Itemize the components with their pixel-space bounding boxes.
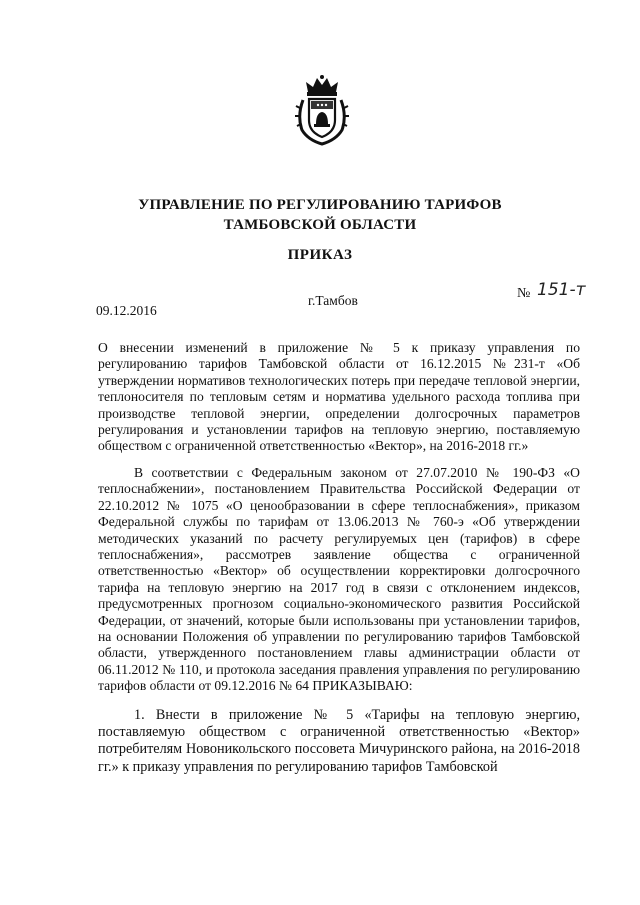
tambov-coat-of-arms-icon — [294, 72, 350, 146]
document-type-title: ПРИКАЗ — [287, 247, 353, 263]
order-item-1: 1. Внести в приложение № 5 «Тарифы на тепловую энергию, поставляемую обществом с ограниченной ответственностью «Вектор» потребителям Новоникольского поссовета Мичуринского района, на 2016-2018 гг.» к приказу управления по регулированию тарифов Тамбовской — [98, 707, 580, 775]
order-city: г.Тамбов — [308, 293, 358, 308]
order-subject: О внесении изменений в приложение № 5 к приказу управления по регулированию тарифов Тамбовской области от 16.12.2015 №231-т «Об утверждении нормативов технологических потерь при передаче тепловой энергии, теплоносителя по тепловым сетям и норматива удельного расхода топлива при производстве тепловой энергии, определении долгосрочных параметров регулирования и установлении тарифов на тепловую энергию, поставляемую обществом с ограниченной ответственностью «Вектор», на 2016-2018 гг.» — [98, 340, 580, 454]
org-name-line2: ТАМБОВСКОЙ ОБЛАСТИ — [223, 217, 417, 233]
order-date: 09.12.2016 — [96, 303, 157, 318]
org-name-line1: УПРАВЛЕНИЕ ПО РЕГУЛИРОВАНИЮ ТАРИФОВ — [138, 197, 502, 213]
order-number-handwritten: 151-т — [537, 280, 586, 300]
order-preamble: В соответствии с Федеральным законом от 27.07.2010 № 190-ФЗ «О теплоснабжении», постановлением Правительства Российской Федерации от 22.10.2012 № 1075 «О ценообразовании в сфере теплоснабжения», приказом Федеральной службы по тарифам от 13.06.2013 № 760-э «Об утверждении методических указаний по расчету регулируемых цен (тарифов) в сфере теплоснабжения», рассмотрев заявление общества с ограниченной ответственностью «Вектор» об осуществлении корректировки долгосрочного тарифа на тепловую энергию на 2017 год в связи с отклонением индексов, предусмотренных прогнозом социально-экономического развития Российской Федерации, от значений, которые были использованы при установлении тарифов, на основании Положения об управлении по регулированию тарифов Тамбовской области, утвержденного постановлением главы администрации области от 06.11.2012 № 110, и протокола заседания правления управления по регулированию тарифов области от 09.12.2016 № 64 ПРИКАЗЫВАЮ: — [98, 465, 580, 694]
order-number-label: № — [517, 286, 531, 301]
